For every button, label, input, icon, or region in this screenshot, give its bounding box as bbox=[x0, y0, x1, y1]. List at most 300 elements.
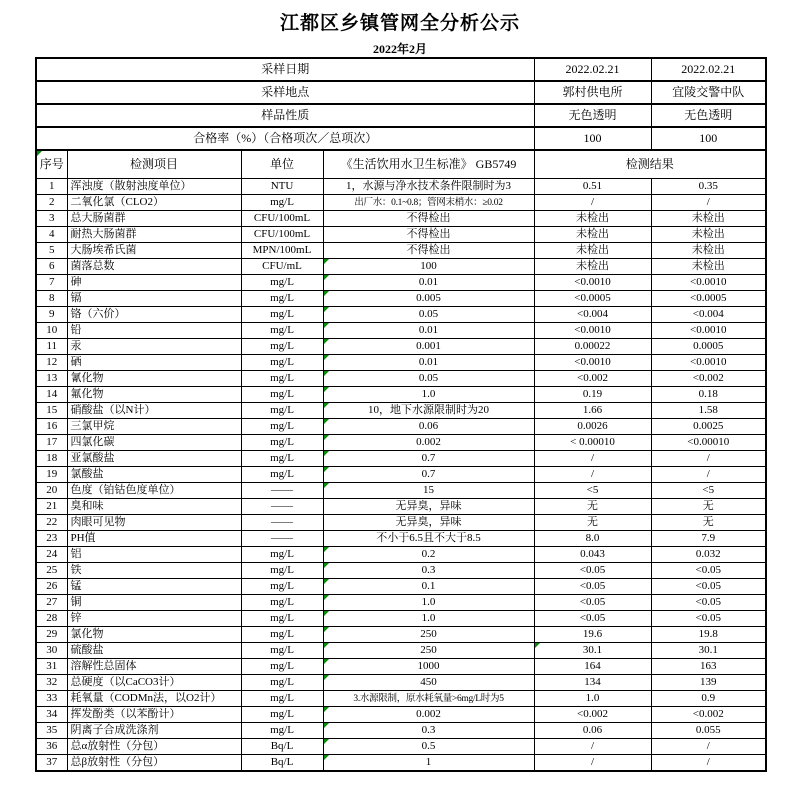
row-result-1: 30.1 bbox=[534, 643, 651, 659]
row-standard: 3.水源限制，原水耗氧量>6mg/L时为5 bbox=[323, 691, 534, 707]
row-no: 11 bbox=[36, 339, 67, 355]
row-standard: 450 bbox=[323, 675, 534, 691]
row-standard: 1.0 bbox=[323, 387, 534, 403]
row-result-2: / bbox=[651, 739, 766, 755]
row-standard: 出厂水：0.1~0.8；管网末梢水：≥0.02 bbox=[323, 195, 534, 211]
row-unit: mg/L bbox=[241, 195, 323, 211]
row-item: 挥发酚类（以苯酚计） bbox=[67, 707, 241, 723]
row-no: 28 bbox=[36, 611, 67, 627]
column-header-unit: 单位 bbox=[241, 150, 323, 179]
row-unit: mg/L bbox=[241, 691, 323, 707]
column-header-result: 检测结果 bbox=[534, 150, 766, 179]
row-no: 17 bbox=[36, 435, 67, 451]
row-result-2: / bbox=[651, 451, 766, 467]
cell-error-flag-icon bbox=[324, 291, 329, 296]
analysis-table bbox=[35, 57, 767, 772]
row-unit: CFU/100mL bbox=[241, 211, 323, 227]
row-unit: mg/L bbox=[241, 467, 323, 483]
row-standard: 250 bbox=[323, 643, 534, 659]
table-row bbox=[36, 291, 766, 307]
row-standard: 0.3 bbox=[323, 723, 534, 739]
row-unit: Bq/L bbox=[241, 739, 323, 755]
row-result-1: <0.05 bbox=[534, 563, 651, 579]
table-row bbox=[36, 451, 766, 467]
column-header-no: 序号 bbox=[36, 150, 67, 179]
row-item: 铝 bbox=[67, 547, 241, 563]
cell-error-flag-icon bbox=[324, 339, 329, 344]
row-no: 7 bbox=[36, 275, 67, 291]
row-result-1: 无 bbox=[534, 499, 651, 515]
row-result-1: <0.002 bbox=[534, 371, 651, 387]
row-item: 总β放射性（分包） bbox=[67, 755, 241, 772]
table-row bbox=[36, 547, 766, 563]
row-standard: 0.001 bbox=[323, 339, 534, 355]
row-result-2: <0.002 bbox=[651, 371, 766, 387]
row-unit: —— bbox=[241, 531, 323, 547]
page-subtitle: 2022年2月 bbox=[372, 42, 427, 56]
table-row bbox=[36, 627, 766, 643]
info-value-1: 2022.02.21 bbox=[534, 58, 651, 81]
row-unit: —— bbox=[241, 483, 323, 499]
row-no: 9 bbox=[36, 307, 67, 323]
row-result-2: 未检出 bbox=[651, 259, 766, 275]
row-result-2: <0.00010 bbox=[651, 435, 766, 451]
row-item: 氯化物 bbox=[67, 627, 241, 643]
row-no: 4 bbox=[36, 227, 67, 243]
row-result-1: 未检出 bbox=[534, 227, 651, 243]
table-row bbox=[36, 259, 766, 275]
cell-error-flag-icon bbox=[324, 659, 329, 664]
info-value-2: 无色透明 bbox=[651, 104, 766, 127]
row-unit: mg/L bbox=[241, 659, 323, 675]
row-result-1: / bbox=[534, 467, 651, 483]
row-result-2: <0.0010 bbox=[651, 355, 766, 371]
row-item: 铁 bbox=[67, 563, 241, 579]
info-value-1: 郭村供电所 bbox=[534, 81, 651, 104]
row-unit: mg/L bbox=[241, 403, 323, 419]
row-result-2: / bbox=[651, 195, 766, 211]
table-row bbox=[36, 419, 766, 435]
row-unit: mg/L bbox=[241, 611, 323, 627]
cell-error-flag-icon bbox=[324, 259, 329, 264]
table-row bbox=[36, 659, 766, 675]
table-row bbox=[36, 515, 766, 531]
row-no: 2 bbox=[36, 195, 67, 211]
row-result-2: 139 bbox=[651, 675, 766, 691]
row-item: 三氯甲烷 bbox=[67, 419, 241, 435]
row-standard: 1 bbox=[323, 755, 534, 772]
row-unit: mg/L bbox=[241, 723, 323, 739]
row-unit: CFU/100mL bbox=[241, 227, 323, 243]
row-standard: 0.5 bbox=[323, 739, 534, 755]
row-item: 砷 bbox=[67, 275, 241, 291]
row-result-1: 1.66 bbox=[534, 403, 651, 419]
row-standard: 100 bbox=[323, 259, 534, 275]
row-standard: 250 bbox=[323, 627, 534, 643]
info-row-sampling-location bbox=[36, 81, 766, 104]
row-no: 27 bbox=[36, 595, 67, 611]
row-unit: mg/L bbox=[241, 307, 323, 323]
row-result-2: <5 bbox=[651, 483, 766, 499]
row-unit: NTU bbox=[241, 179, 323, 195]
row-no: 13 bbox=[36, 371, 67, 387]
row-result-2: 0.9 bbox=[651, 691, 766, 707]
row-no: 16 bbox=[36, 419, 67, 435]
row-item: 氯酸盐 bbox=[67, 467, 241, 483]
row-result-1: <0.004 bbox=[534, 307, 651, 323]
info-label: 采样日期 bbox=[36, 58, 534, 81]
table-row bbox=[36, 595, 766, 611]
row-standard: 0.01 bbox=[323, 355, 534, 371]
row-no: 8 bbox=[36, 291, 67, 307]
info-value-2: 宜陵交警中队 bbox=[651, 81, 766, 104]
row-no: 26 bbox=[36, 579, 67, 595]
cell-error-flag-icon bbox=[324, 451, 329, 456]
table-row bbox=[36, 371, 766, 387]
table-row bbox=[36, 499, 766, 515]
row-no: 18 bbox=[36, 451, 67, 467]
row-standard: 无异臭，异味 bbox=[323, 499, 534, 515]
row-standard: 无异臭，异味 bbox=[323, 515, 534, 531]
row-item: 亚氯酸盐 bbox=[67, 451, 241, 467]
row-result-1: 无 bbox=[534, 515, 651, 531]
info-value-1: 100 bbox=[534, 127, 651, 150]
row-no: 3 bbox=[36, 211, 67, 227]
table-row bbox=[36, 435, 766, 451]
row-item: 锌 bbox=[67, 611, 241, 627]
row-result-2: 0.055 bbox=[651, 723, 766, 739]
cell-error-flag-icon bbox=[324, 307, 329, 312]
row-result-1: <0.05 bbox=[534, 611, 651, 627]
row-item: 镉 bbox=[67, 291, 241, 307]
row-result-1: 164 bbox=[534, 659, 651, 675]
row-unit: CFU/mL bbox=[241, 259, 323, 275]
row-result-2: <0.0010 bbox=[651, 323, 766, 339]
cell-error-flag-icon bbox=[324, 755, 329, 760]
row-no: 1 bbox=[36, 179, 67, 195]
cell-error-flag-icon bbox=[324, 435, 329, 440]
row-unit: mg/L bbox=[241, 675, 323, 691]
info-value-2: 2022.02.21 bbox=[651, 58, 766, 81]
row-result-2: <0.05 bbox=[651, 611, 766, 627]
row-item: 总硬度（以CaCO3计） bbox=[67, 675, 241, 691]
row-result-1: 未检出 bbox=[534, 211, 651, 227]
row-result-2: <0.05 bbox=[651, 595, 766, 611]
cell-error-flag-icon bbox=[324, 707, 329, 712]
table-row bbox=[36, 739, 766, 755]
row-standard: 10，地下水源限制时为20 bbox=[323, 403, 534, 419]
row-result-1: <0.05 bbox=[534, 579, 651, 595]
table-row bbox=[36, 675, 766, 691]
row-no: 32 bbox=[36, 675, 67, 691]
row-no: 22 bbox=[36, 515, 67, 531]
row-result-1: 134 bbox=[534, 675, 651, 691]
row-result-1: <0.05 bbox=[534, 595, 651, 611]
row-unit: mg/L bbox=[241, 547, 323, 563]
row-item: 浑浊度（散射浊度单位） bbox=[67, 179, 241, 195]
table-row bbox=[36, 467, 766, 483]
row-result-2: 30.1 bbox=[651, 643, 766, 659]
row-item: 铜 bbox=[67, 595, 241, 611]
cell-error-flag-icon bbox=[324, 419, 329, 424]
table-row bbox=[36, 691, 766, 707]
row-item: 硝酸盐（以N计） bbox=[67, 403, 241, 419]
row-no: 36 bbox=[36, 739, 67, 755]
cell-error-flag-icon bbox=[324, 483, 329, 488]
info-label: 合格率（%）（合格项次／总项次） bbox=[36, 127, 534, 150]
cell-error-flag-icon bbox=[324, 387, 329, 392]
row-item: 锰 bbox=[67, 579, 241, 595]
row-result-2: 7.9 bbox=[651, 531, 766, 547]
row-item: 四氯化碳 bbox=[67, 435, 241, 451]
row-item: 色度（铂钴色度单位） bbox=[67, 483, 241, 499]
row-unit: mg/L bbox=[241, 435, 323, 451]
row-no: 33 bbox=[36, 691, 67, 707]
row-standard: 0.06 bbox=[323, 419, 534, 435]
row-item: 硒 bbox=[67, 355, 241, 371]
row-result-1: 1.0 bbox=[534, 691, 651, 707]
row-result-1: 19.6 bbox=[534, 627, 651, 643]
row-standard: 不得检出 bbox=[323, 211, 534, 227]
cell-error-flag-icon bbox=[324, 627, 329, 632]
row-result-1: / bbox=[534, 451, 651, 467]
row-result-2: 163 bbox=[651, 659, 766, 675]
table-row bbox=[36, 243, 766, 259]
row-no: 37 bbox=[36, 755, 67, 772]
table-row bbox=[36, 323, 766, 339]
row-no: 30 bbox=[36, 643, 67, 659]
row-result-2: 未检出 bbox=[651, 211, 766, 227]
table-row bbox=[36, 307, 766, 323]
row-unit: mg/L bbox=[241, 595, 323, 611]
row-result-2: <0.05 bbox=[651, 563, 766, 579]
row-item: 总大肠菌群 bbox=[67, 211, 241, 227]
row-standard: 0.002 bbox=[323, 435, 534, 451]
info-row-pass-rate bbox=[36, 127, 766, 150]
row-unit: mg/L bbox=[241, 323, 323, 339]
row-unit: mg/L bbox=[241, 579, 323, 595]
table-row bbox=[36, 211, 766, 227]
row-result-1: <5 bbox=[534, 483, 651, 499]
row-unit: —— bbox=[241, 499, 323, 515]
row-item: 肉眼可见物 bbox=[67, 515, 241, 531]
row-result-1: <0.002 bbox=[534, 707, 651, 723]
row-item: 铬（六价） bbox=[67, 307, 241, 323]
table-row bbox=[36, 275, 766, 291]
row-no: 12 bbox=[36, 355, 67, 371]
row-result-1: 0.06 bbox=[534, 723, 651, 739]
row-standard: 0.005 bbox=[323, 291, 534, 307]
row-item: 阴离子合成洗涤剂 bbox=[67, 723, 241, 739]
row-result-1: <0.0010 bbox=[534, 323, 651, 339]
row-standard: 1000 bbox=[323, 659, 534, 675]
row-unit: mg/L bbox=[241, 707, 323, 723]
row-result-2: <0.004 bbox=[651, 307, 766, 323]
row-item: 耗氧量（CODMn法，以O2计） bbox=[67, 691, 241, 707]
row-standard: 1.0 bbox=[323, 611, 534, 627]
row-standard: 不得检出 bbox=[323, 227, 534, 243]
row-unit: mg/L bbox=[241, 291, 323, 307]
table-row bbox=[36, 611, 766, 627]
cell-error-flag-icon bbox=[37, 151, 42, 156]
info-value-1: 无色透明 bbox=[534, 104, 651, 127]
row-no: 34 bbox=[36, 707, 67, 723]
row-unit: Bq/L bbox=[241, 755, 323, 772]
info-label: 采样地点 bbox=[36, 81, 534, 104]
row-item: 二氧化氯（CLO2） bbox=[67, 195, 241, 211]
row-standard: 0.2 bbox=[323, 547, 534, 563]
row-result-1: / bbox=[534, 755, 651, 772]
table-row bbox=[36, 195, 766, 211]
row-standard: 0.1 bbox=[323, 579, 534, 595]
row-result-2: 未检出 bbox=[651, 243, 766, 259]
row-result-1: / bbox=[534, 739, 651, 755]
row-unit: MPN/100mL bbox=[241, 243, 323, 259]
row-result-2: 0.0025 bbox=[651, 419, 766, 435]
info-row-sample-nature bbox=[36, 104, 766, 127]
row-no: 29 bbox=[36, 627, 67, 643]
row-no: 31 bbox=[36, 659, 67, 675]
table-row bbox=[36, 227, 766, 243]
row-item: 大肠埃希氏菌 bbox=[67, 243, 241, 259]
info-value-2: 100 bbox=[651, 127, 766, 150]
row-unit: mg/L bbox=[241, 451, 323, 467]
row-result-2: 0.032 bbox=[651, 547, 766, 563]
row-result-1: 8.0 bbox=[534, 531, 651, 547]
row-result-2: 0.18 bbox=[651, 387, 766, 403]
page-title: 江都区乡镇管网全分析公示 bbox=[279, 13, 520, 34]
row-no: 24 bbox=[36, 547, 67, 563]
row-standard: 15 bbox=[323, 483, 534, 499]
cell-error-flag-icon bbox=[324, 371, 329, 376]
row-result-2: 无 bbox=[651, 499, 766, 515]
table-row bbox=[36, 723, 766, 739]
row-standard: 0.7 bbox=[323, 467, 534, 483]
row-standard: 0.05 bbox=[323, 307, 534, 323]
cell-error-flag-icon bbox=[324, 595, 329, 600]
row-result-2: 0.0005 bbox=[651, 339, 766, 355]
row-result-2: <0.002 bbox=[651, 707, 766, 723]
table-row bbox=[36, 531, 766, 547]
row-unit: mg/L bbox=[241, 371, 323, 387]
row-no: 6 bbox=[36, 259, 67, 275]
row-no: 25 bbox=[36, 563, 67, 579]
row-result-1: 未检出 bbox=[534, 243, 651, 259]
row-item: 总α放射性（分包） bbox=[67, 739, 241, 755]
row-result-1: <0.0010 bbox=[534, 355, 651, 371]
row-standard: 0.01 bbox=[323, 275, 534, 291]
table-row bbox=[36, 755, 766, 772]
row-item: 氰化物 bbox=[67, 371, 241, 387]
row-item: 溶解性总固体 bbox=[67, 659, 241, 675]
column-header-item: 检测项目 bbox=[67, 150, 241, 179]
row-unit: mg/L bbox=[241, 643, 323, 659]
row-result-1: <0.0010 bbox=[534, 275, 651, 291]
row-standard: 0.01 bbox=[323, 323, 534, 339]
row-standard: 0.3 bbox=[323, 563, 534, 579]
row-unit: mg/L bbox=[241, 627, 323, 643]
cell-error-flag-icon bbox=[324, 323, 329, 328]
row-no: 14 bbox=[36, 387, 67, 403]
row-unit: mg/L bbox=[241, 419, 323, 435]
row-result-1: 0.00022 bbox=[534, 339, 651, 355]
cell-error-flag-icon bbox=[324, 563, 329, 568]
row-result-2: <0.05 bbox=[651, 579, 766, 595]
row-standard: 不得检出 bbox=[323, 243, 534, 259]
cell-error-flag-icon bbox=[324, 675, 329, 680]
cell-error-flag-icon bbox=[535, 643, 540, 648]
row-result-1: <0.0005 bbox=[534, 291, 651, 307]
row-result-2: <0.0010 bbox=[651, 275, 766, 291]
row-item: 氟化物 bbox=[67, 387, 241, 403]
cell-error-flag-icon bbox=[324, 467, 329, 472]
row-standard: 1.0 bbox=[323, 595, 534, 611]
table-row bbox=[36, 179, 766, 195]
cell-error-flag-icon bbox=[324, 739, 329, 744]
row-standard: 1，水源与净水技术条件限制时为3 bbox=[323, 179, 534, 195]
row-result-2: 1.58 bbox=[651, 403, 766, 419]
cell-error-flag-icon bbox=[324, 403, 329, 408]
table-row bbox=[36, 339, 766, 355]
row-result-2: / bbox=[651, 755, 766, 772]
row-unit: —— bbox=[241, 515, 323, 531]
row-no: 15 bbox=[36, 403, 67, 419]
row-item: 铅 bbox=[67, 323, 241, 339]
info-label: 样品性质 bbox=[36, 104, 534, 127]
row-unit: mg/L bbox=[241, 563, 323, 579]
column-header-row bbox=[36, 150, 766, 179]
column-header-standard: 《生活饮用水卫生标准》 GB5749 bbox=[323, 150, 534, 179]
info-row-sampling-date bbox=[36, 58, 766, 81]
row-item: 菌落总数 bbox=[67, 259, 241, 275]
row-result-2: <0.0005 bbox=[651, 291, 766, 307]
row-result-2: 无 bbox=[651, 515, 766, 531]
row-item: 臭和味 bbox=[67, 499, 241, 515]
cell-error-flag-icon bbox=[324, 611, 329, 616]
row-unit: mg/L bbox=[241, 387, 323, 403]
row-item: 耐热大肠菌群 bbox=[67, 227, 241, 243]
row-result-1: 0.043 bbox=[534, 547, 651, 563]
table-row bbox=[36, 579, 766, 595]
row-item: 硫酸盐 bbox=[67, 643, 241, 659]
cell-error-flag-icon bbox=[324, 275, 329, 280]
cell-error-flag-icon bbox=[324, 723, 329, 728]
row-result-1: 0.0026 bbox=[534, 419, 651, 435]
row-result-2: 19.8 bbox=[651, 627, 766, 643]
row-standard: 0.002 bbox=[323, 707, 534, 723]
row-no: 21 bbox=[36, 499, 67, 515]
table-row bbox=[36, 563, 766, 579]
row-standard: 0.7 bbox=[323, 451, 534, 467]
row-result-1: 未检出 bbox=[534, 259, 651, 275]
cell-error-flag-icon bbox=[324, 547, 329, 552]
row-result-1: 0.19 bbox=[534, 387, 651, 403]
data-rows bbox=[36, 179, 766, 772]
row-item: 汞 bbox=[67, 339, 241, 355]
cell-error-flag-icon bbox=[324, 643, 329, 648]
table-row bbox=[36, 403, 766, 419]
table-row bbox=[36, 483, 766, 499]
row-no: 35 bbox=[36, 723, 67, 739]
row-standard: 不小于6.5且不大于8.5 bbox=[323, 531, 534, 547]
row-unit: mg/L bbox=[241, 339, 323, 355]
cell-error-flag-icon bbox=[324, 579, 329, 584]
table-row bbox=[36, 707, 766, 723]
row-item: PH值 bbox=[67, 531, 241, 547]
row-no: 23 bbox=[36, 531, 67, 547]
row-no: 19 bbox=[36, 467, 67, 483]
row-no: 5 bbox=[36, 243, 67, 259]
